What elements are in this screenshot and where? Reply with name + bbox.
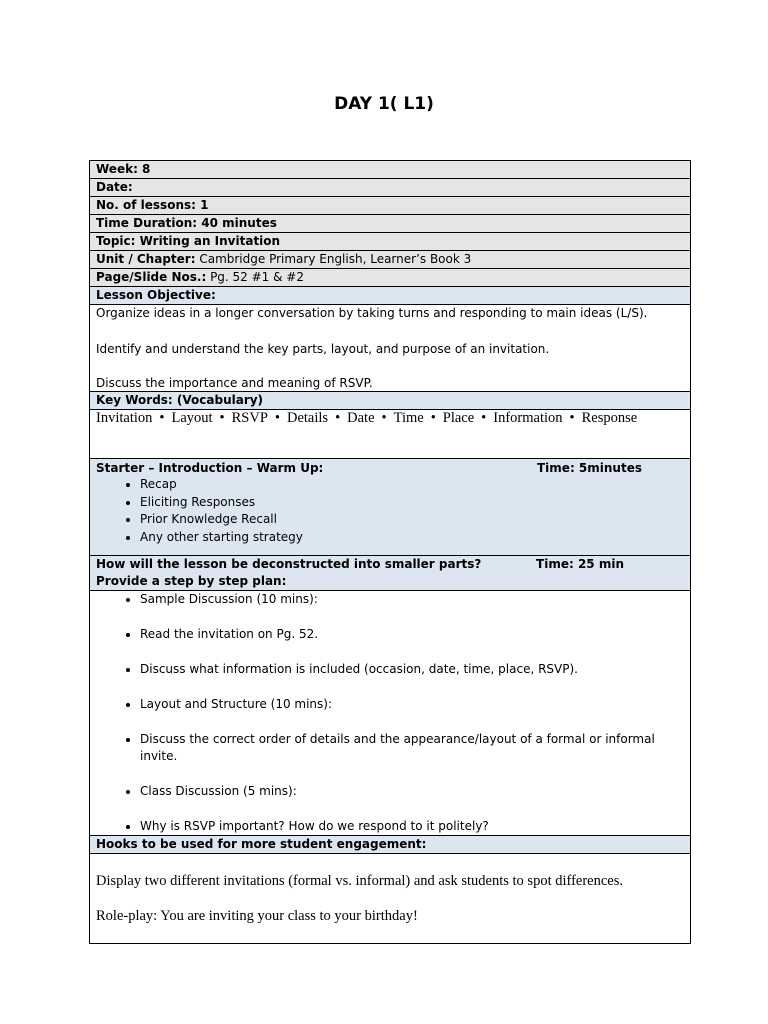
list-item: • Recap [140,476,684,494]
lessons-cell: No. of lessons: 1 [90,197,691,215]
list-item: • Discuss the correct order of details and the appearance/layout of a formal or informal invite. [140,731,684,765]
keyword-separator: • [569,410,575,426]
list-item: • Layout and Structure (10 mins): [140,696,684,713]
starter-list [96,476,684,546]
starter-section [90,459,691,556]
hooks-body [90,854,691,944]
keywords-list [90,410,691,459]
unit-value: Cambridge Primary English, Learner’s Book 3 [195,252,472,266]
keyword-separator: • [335,410,341,426]
starter-time: Time: 5minutes [537,461,642,475]
list-item: • Class Discussion (5 mins): [140,783,684,800]
objective-header: Lesson Objective: [90,287,691,305]
topic-cell: Topic: Writing an Invitation [90,233,691,251]
hooks-line: Display two different invitations (formal vs. informal) and ask students to spot differences. [96,873,623,889]
starter-header [96,459,684,476]
keyword: Invitation [96,410,153,426]
hooks-line: Role-play: You are inviting your class to your birthday! [96,908,418,924]
date-cell: Date: [90,179,691,197]
page-label: Page/Slide Nos.: [96,270,207,284]
list-item: • Sample Discussion (10 mins): [140,591,684,608]
list-item: • Any other starting strategy [140,529,684,547]
list-item: • Discuss what information is included (occasion, date, time, place, RSVP). [140,661,684,678]
keywords-header: Key Words: (Vocabulary) [90,392,691,410]
page-cell [90,269,691,287]
objective-body [90,305,691,392]
plan-header [90,556,691,591]
page-value: Pg. 52 #1 & #2 [206,270,304,284]
objective-line: Organize ideas in a longer conversation by taking turns and responding to main ideas (L/S). [96,306,648,320]
plan-body [90,591,691,836]
keyword-separator: • [219,410,225,426]
keyword-separator: • [274,410,280,426]
duration-cell: Time Duration: 40 minutes [90,215,691,233]
list-item: • Why is RSVP important? How do we respond to it politely? [140,818,684,835]
keyword: Response [581,410,638,426]
page-title: DAY 1( L1) [334,94,434,114]
keyword: Layout [171,410,213,426]
keyword: Date [347,410,375,426]
keyword: Information [493,410,563,426]
list-item: • Prior Knowledge Recall [140,511,684,529]
plan-list [96,591,684,835]
keyword: RSVP [231,410,268,426]
lesson-plan-table [89,160,691,944]
starter-label: Starter – Introduction – Warm Up: [96,461,324,475]
keyword-separator: • [481,410,487,426]
unit-cell [90,251,691,269]
keyword-separator: • [430,410,436,426]
week-cell: Week: 8 [90,161,691,179]
keyword: Time [393,410,424,426]
hooks-header: Hooks to be used for more student engagement: [90,836,691,854]
list-item: • Eliciting Responses [140,494,684,512]
objective-line: Identify and understand the key parts, layout, and purpose of an invitation. [96,342,550,356]
keyword-separator: • [159,410,165,426]
keyword: Place [442,410,475,426]
keyword: Details [286,410,329,426]
plan-question: How will the lesson be deconstructed into smaller parts? [96,557,482,571]
keyword-separator: • [381,410,387,426]
plan-time: Time: 25 min [536,557,624,571]
list-item: • Read the invitation on Pg. 52. [140,626,684,643]
objective-line: Discuss the importance and meaning of RSVP. [96,376,373,390]
unit-label: Unit / Chapter: [96,252,196,266]
plan-subheader: Provide a step by step plan: [96,574,287,588]
